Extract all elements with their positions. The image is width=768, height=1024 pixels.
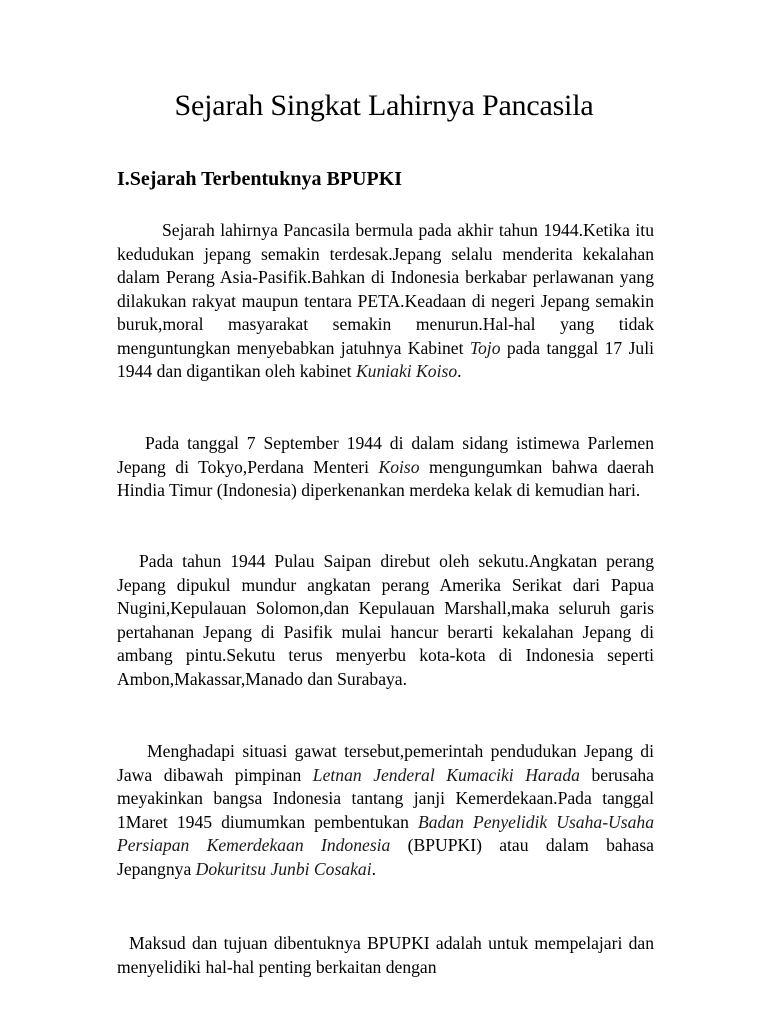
paragraph-5-text-a: Maksud dan tujuan dibentuknya BPUPKI adalah untuk mempelajari dan menyelidiki hal-hal penting berkaitan dengan [117, 933, 654, 977]
paragraph-1 [117, 219, 654, 384]
paragraph-1-text-b: pada tanggal 17 Juli 1944 dan digantikan oleh kabinet [117, 337, 655, 381]
paragraph-4-italic-bpupki-name: Badan Penyelidik Usaha-Usaha Persiapan Kemerdekaan Indonesia [117, 811, 655, 855]
paragraph-4-text-a: Menghadapi situasi gawat tersebut,pemerintah pendudukan Jepang di Jawa dibawah pimpinan [117, 741, 654, 785]
paragraph-4-italic-dokuritsu: Dokuritsu Junbi Cosakai [195, 858, 372, 879]
paragraph-2-text-b: mengungumkan bahwa daerah Hindia Timur (Indonesia) diperkenankan merdeka kelak di kemudian hari. [117, 456, 655, 500]
paragraph-4-text-d: . [371, 858, 377, 879]
paragraph-2-text-a: Pada tanggal 7 September 1944 di dalam sidang istimewa Parlemen Jepang di Tokyo,Perdana Menteri [117, 433, 654, 477]
paragraph-4 [117, 740, 654, 881]
paragraph-3 [117, 550, 654, 691]
paragraph-5 [117, 932, 654, 979]
paragraph-3-text-a: Pada tahun 1944 Pulau Saipan direbut oleh sekutu.Angkatan perang Jepang dipukul mundur angkatan perang Amerika Serikat dari Papua Nugini,Kepulauan Solomon,dan Kepulauan Marshall,maka seluruh garis pertahanan Jepang di Pasifik mulai hancur berarti kekalahan Jepang di ambang pintu.Sekutu terus menyerbu kota-kota di Indonesia seperti Ambon,Makassar,Manado dan Surabaya. [117, 551, 654, 689]
page-title: Sejarah Singkat Lahirnya Pancasila [174, 89, 594, 122]
paragraph-1-italic-tojo: Tojo [469, 337, 501, 358]
paragraph-4-text-b: berusaha meyakinkan bangsa Indonesia tantang janji Kemerdekaan.Pada tanggal 1Maret 1945 diumumkan pembentukan [117, 764, 654, 832]
paragraph-4-italic-kumaciki-harada: Letnan Jenderal Kumaciki Harada [312, 764, 580, 785]
section-heading: I.Sejarah Terbentuknya BPUPKI [117, 168, 403, 190]
paragraph-2 [117, 432, 654, 503]
paragraph-2-italic-koiso: Koiso [378, 456, 420, 477]
paragraph-1-text-c: . [457, 361, 462, 381]
paragraph-1-text-a: Sejarah lahirnya Pancasila bermula pada akhir tahun 1944.Ketika itu kedudukan jepang semakin terdesak.Jepang selalu menderita kekalahan dalam Perang Asia-Pasifik.Bahkan di Indonesia berkabar perlawanan yang dilakukan rakyat maupun tentara PETA.Keadaan di negeri Jepang semakin buruk,moral masyarakat semakin menurun.Hal-hal yang tidak menguntungkan menyebabkan jatuhnya Kabinet [117, 220, 654, 358]
paragraph-1-italic-kuniaki-koiso: Kuniaki Koiso [355, 361, 458, 381]
paragraph-4-text-c: (BPUPKI) atau dalam bahasa Jepangnya [117, 835, 654, 879]
